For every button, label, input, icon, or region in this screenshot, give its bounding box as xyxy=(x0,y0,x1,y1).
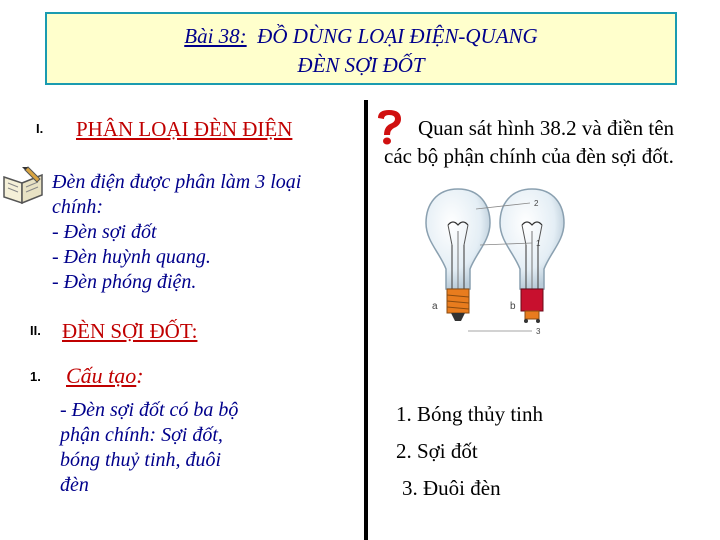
vertical-divider xyxy=(364,100,368,540)
answer-2: 2. Sợi đốt xyxy=(396,439,478,463)
body-line: - Đèn sợi đốt xyxy=(52,221,157,243)
section-1-body xyxy=(52,170,301,295)
body-line: Đèn điện được phân làm 3 loại xyxy=(52,171,302,193)
subsection-1-heading xyxy=(66,363,144,389)
answer-3: 3. Đuôi đèn xyxy=(402,476,501,500)
subsection-1-colon: : xyxy=(136,363,144,388)
callout-3: 3 xyxy=(536,327,541,336)
book-icon xyxy=(0,163,48,207)
section-1-heading: PHÂN LOẠI ĐÈN ĐIỆN xyxy=(76,117,293,141)
body-line: chính: xyxy=(52,196,104,218)
subsection-1-title: Cấu tạo xyxy=(66,363,137,388)
body-line: bóng thuỷ tinh, đuôi xyxy=(60,449,222,471)
subsection-1-label: 1. xyxy=(30,369,41,384)
callout-1: 1 xyxy=(536,239,541,248)
title-box xyxy=(45,12,677,85)
lesson-number: Bài 38: xyxy=(184,24,247,48)
body-line: phận chính: Sợi đốt, xyxy=(60,424,223,446)
question-line-2: các bộ phận chính của đèn sợi đốt. xyxy=(384,144,674,168)
title-line-2: ĐÈN SỢI ĐỐT xyxy=(297,53,425,77)
bulb-a-label: a xyxy=(432,301,438,312)
section-1-label: I. xyxy=(36,121,44,136)
body-line: - Đèn sợi đốt có ba bộ xyxy=(60,399,239,421)
callout-2: 2 xyxy=(534,199,539,208)
body-line: - Đèn huỳnh quang. xyxy=(52,246,211,268)
title-main: ĐỒ DÙNG LOẠI ĐIỆN-QUANG xyxy=(257,24,538,48)
bulbs-figure xyxy=(418,185,568,345)
question-text xyxy=(380,114,720,170)
answer-1: 1. Bóng thủy tinh xyxy=(396,402,544,426)
subsection-1-body xyxy=(60,398,238,498)
question-line-1: Quan sát hình 38.2 và điền tên xyxy=(418,116,675,140)
body-line: đèn xyxy=(60,474,89,496)
bulb-b-label: b xyxy=(510,301,516,312)
body-line: - Đèn phóng điện. xyxy=(52,271,197,293)
title-line-1 xyxy=(47,22,675,51)
section-2-label: II. xyxy=(30,323,41,338)
answers-list xyxy=(396,396,543,507)
section-2-heading: ĐÈN SỢI ĐỐT: xyxy=(62,319,198,343)
